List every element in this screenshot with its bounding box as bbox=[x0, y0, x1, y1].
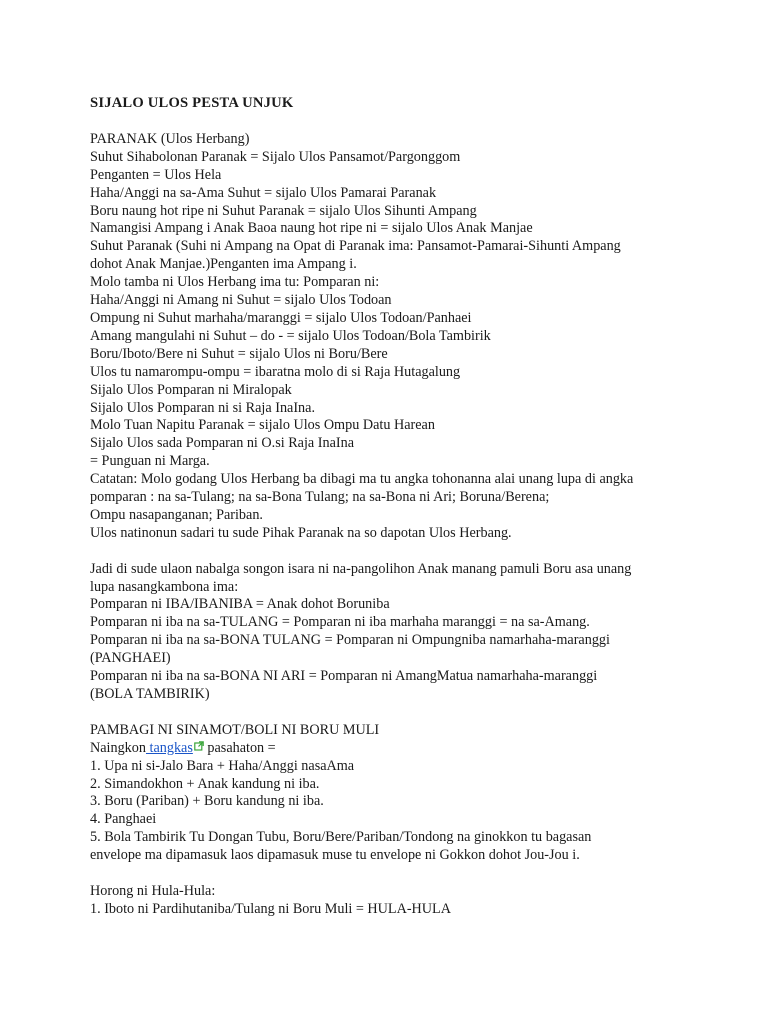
text-line: Amang mangulahi ni Suhut – do - = sijalo Ulos Todoan/Bola Tambirik bbox=[90, 327, 491, 344]
list-item: 1. Iboto ni Pardihutaniba/Tulang ni Boru Muli = HULA-HULA bbox=[90, 900, 451, 917]
text-line: lupa nasangkambona ima: bbox=[90, 578, 239, 595]
list-item: 1. Upa ni si-Jalo Bara + Haha/Anggi nasaAma bbox=[90, 757, 355, 774]
list-item: envelope ma dipamasuk laos dipamasuk muse tu envelope ni Gokkon dohot Jou-Jou i. bbox=[90, 847, 580, 864]
text-line: Pomparan ni iba na sa-BONA TULANG = Pomparan ni Ompungniba namarhaha-maranggi bbox=[90, 632, 610, 649]
text-line: PARANAK (Ulos Herbang) bbox=[90, 130, 250, 147]
text-line: Ompu nasapanganan; Pariban. bbox=[90, 506, 263, 523]
text-line: Pomparan ni IBA/IBANIBA = Anak dohot Boruniba bbox=[90, 596, 390, 613]
text-line: Boru/Iboto/Bere ni Suhut = sijalo Ulos ni Boru/Bere bbox=[90, 345, 388, 362]
text-line: Sijalo Ulos Pomparan ni Miralopak bbox=[90, 381, 292, 398]
external-link-icon[interactable] bbox=[194, 741, 204, 751]
list-item: 2. Simandokhon + Anak kandung ni iba. bbox=[90, 775, 320, 792]
text-line: Suhut Paranak (Suhi ni Ampang na Opat di Paranak ima: Pansamot-Pamarai-Sihunti Ampang bbox=[90, 238, 621, 255]
paragraph-gap bbox=[90, 543, 750, 561]
list-item: 3. Boru (Pariban) + Boru kandung ni iba. bbox=[90, 793, 324, 810]
text-line: Penganten = Ulos Hela bbox=[90, 166, 222, 183]
text-line: = Punguan ni Marga. bbox=[90, 453, 210, 470]
intro-prefix: Naingkon bbox=[90, 739, 146, 756]
document-title: SIJALO ULOS PESTA UNJUK bbox=[90, 95, 294, 111]
text-line: (BOLA TAMBIRIK) bbox=[90, 685, 210, 702]
text-line: Ulos tu namarompu-ompu = ibaratna molo di si Raja Hutagalung bbox=[90, 363, 461, 380]
text-line: Sijalo Ulos Pomparan ni si Raja InaIna. bbox=[90, 399, 315, 416]
paragraph-gap bbox=[90, 704, 750, 722]
text-line: Pomparan ni iba na sa-BONA NI ARI = Pomparan ni AmangMatua namarhaha-maranggi bbox=[90, 668, 598, 685]
tangkas-link[interactable]: tangkas bbox=[145, 739, 193, 756]
text-line: Namangisi Ampang i Anak Baoa naung hot ripe ni = sijalo Ulos Anak Manjae bbox=[90, 220, 533, 237]
section-heading: PAMBAGI NI SINAMOT/BOLI NI BORU MULI bbox=[90, 721, 380, 738]
section-pambagi bbox=[90, 722, 750, 865]
text-line: Haha/Anggi na sa-Ama Suhut = sijalo Ulos Pamarai Paranak bbox=[90, 184, 437, 201]
section-hula-hula bbox=[90, 883, 750, 919]
intro-line bbox=[90, 740, 750, 758]
section-paranak bbox=[90, 131, 750, 543]
text-line: (PANGHAEI) bbox=[90, 650, 171, 667]
document-page bbox=[90, 95, 750, 919]
text-line: pomparan : na sa-Tulang; na sa-Bona Tulang; na sa-Bona ni Ari; Boruna/Berena; bbox=[90, 489, 550, 506]
text-line: Boru naung hot ripe ni Suhut Paranak = sijalo Ulos Sihunti Ampang bbox=[90, 202, 477, 219]
list-item: 4. Panghaei bbox=[90, 811, 157, 828]
text-line: Haha/Anggi ni Amang ni Suhut = sijalo Ulos Todoan bbox=[90, 292, 392, 309]
intro-suffix: pasahaton = bbox=[203, 739, 276, 756]
text-line: Suhut Sihabolonan Paranak = Sijalo Ulos Pansamot/Pargonggom bbox=[90, 148, 461, 165]
text-line: Sijalo Ulos sada Pomparan ni O.si Raja InaIna bbox=[90, 435, 354, 452]
list-item: 5. Bola Tambirik Tu Dongan Tubu, Boru/Bere/Pariban/Tondong na ginokkon tu bagasan bbox=[90, 829, 592, 846]
section-pomparan bbox=[90, 561, 750, 704]
text-line: Ompung ni Suhut marhaha/maranggi = sijalo Ulos Todoan/Panhaei bbox=[90, 309, 472, 326]
text-line: Molo Tuan Napitu Paranak = sijalo Ulos Ompu Datu Harean bbox=[90, 417, 435, 434]
text-line: Jadi di sude ulaon nabalga songon isara ni na-pangolihon Anak manang pamuli Boru asa unang bbox=[90, 560, 632, 577]
text-line: Catatan: Molo godang Ulos Herbang ba dibagi ma tu angka tohonanna alai unang lupa di angka bbox=[90, 471, 634, 488]
paragraph-gap bbox=[90, 865, 750, 883]
text-line: dohot Anak Manjae.)Penganten ima Ampang i. bbox=[90, 256, 357, 273]
text-line: Horong ni Hula-Hula: bbox=[90, 882, 216, 899]
text-line: Pomparan ni iba na sa-TULANG = Pomparan ni iba marhaha maranggi = na sa-Amang. bbox=[90, 614, 590, 631]
text-line: Molo tamba ni Ulos Herbang ima tu: Pomparan ni: bbox=[90, 274, 380, 291]
text-line: Ulos natinonun sadari tu sude Pihak Paranak na so dapotan Ulos Herbang. bbox=[90, 524, 512, 541]
